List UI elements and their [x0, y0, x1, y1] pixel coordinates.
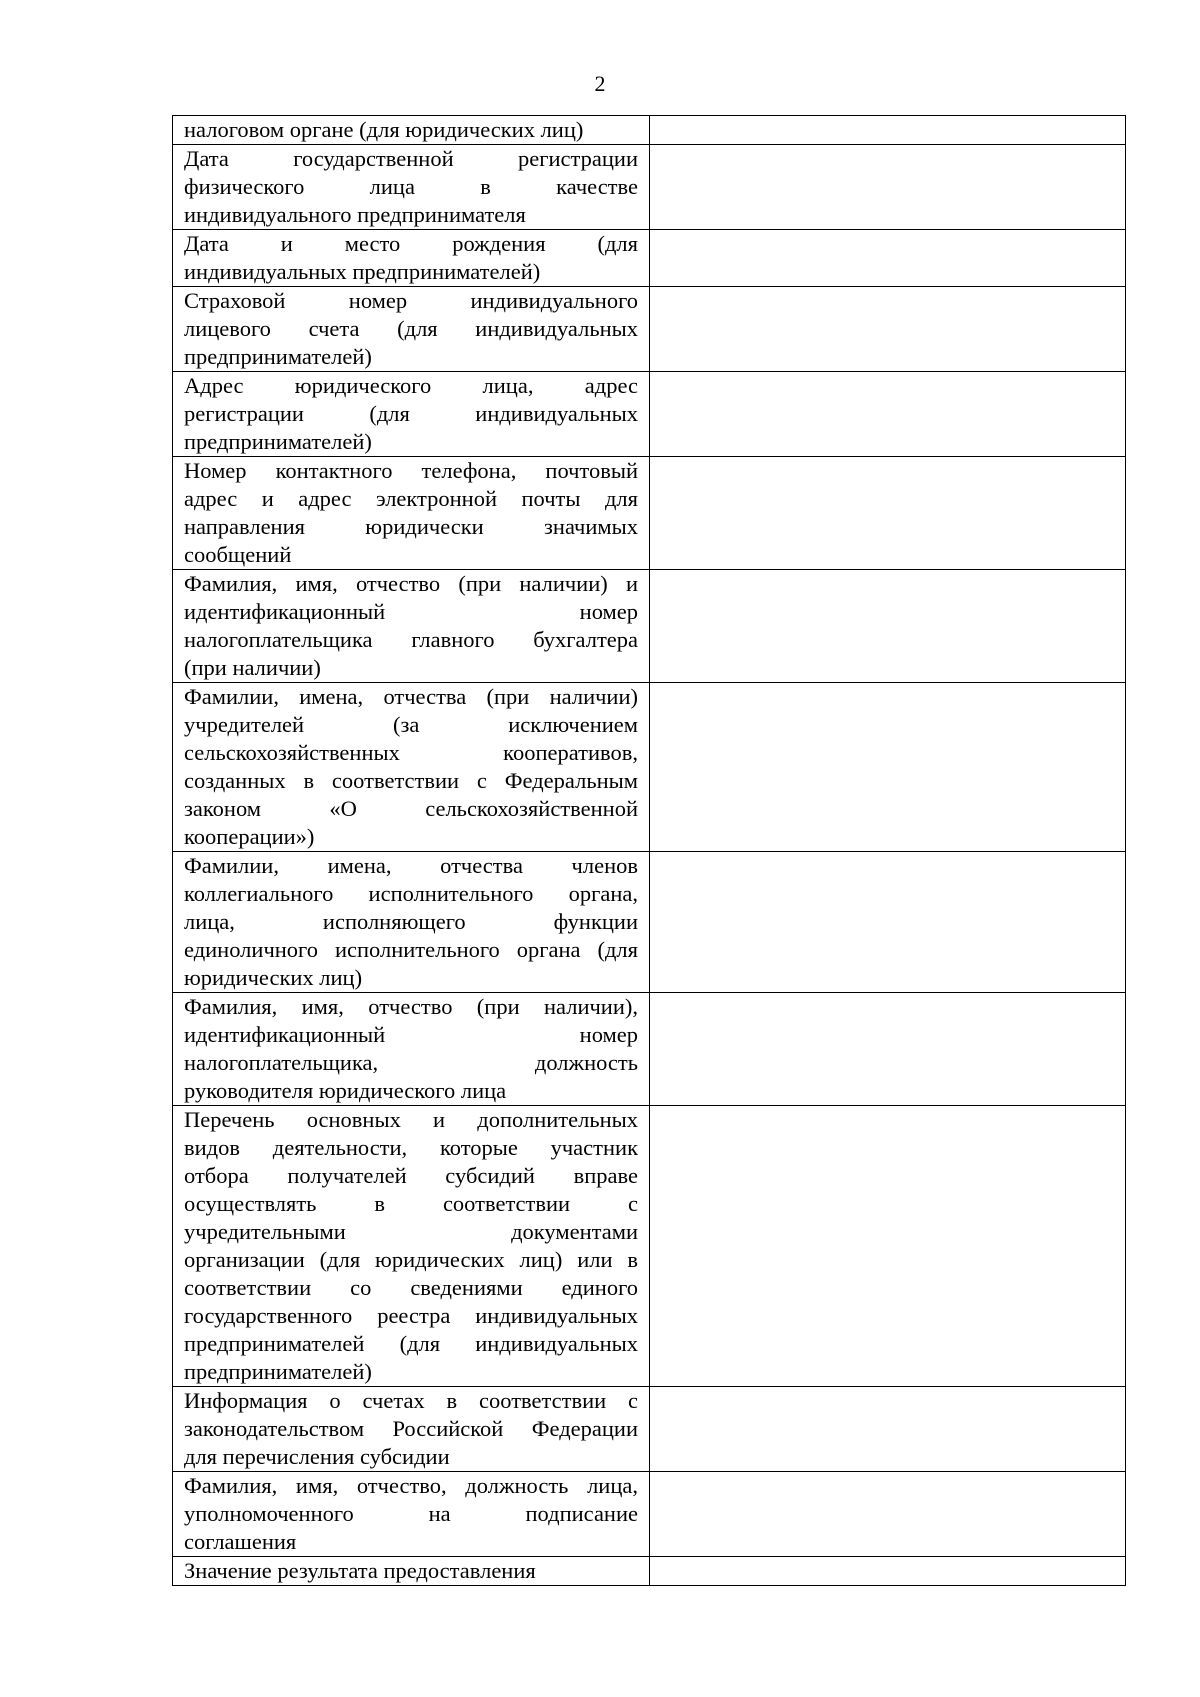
table-row — [173, 145, 1126, 230]
field-label — [173, 372, 649, 456]
field-label-line: соглашения — [184, 1529, 297, 1554]
field-label-line: кооперации») — [184, 824, 315, 849]
field-label-cell — [173, 145, 650, 230]
field-label-line: Значение результата предоставления — [184, 1558, 536, 1583]
field-label-line: руководителя юридического лица — [184, 1078, 507, 1103]
field-label-line: сельскохозяйственных кооперативов, — [184, 740, 638, 765]
field-label-line: законом «О сельскохозяйственной — [184, 796, 638, 821]
field-value-cell[interactable] — [650, 852, 1126, 993]
field-label-line: видов деятельности, которые участник — [184, 1135, 638, 1160]
table-row — [173, 993, 1126, 1106]
field-label-line: адрес и адрес электронной почты для — [184, 486, 638, 511]
field-value-cell[interactable] — [650, 287, 1126, 372]
table-body — [173, 116, 1126, 1586]
field-label — [173, 287, 649, 371]
field-label-line: Фамилия, имя, отчество (при наличии), — [184, 994, 638, 1019]
field-label-cell — [173, 230, 650, 287]
field-label — [173, 116, 649, 144]
field-label-line: идентификационный номер — [184, 1022, 638, 1047]
field-value-cell[interactable] — [650, 1557, 1126, 1586]
field-label — [173, 1106, 649, 1386]
field-label-line: Фамилия, имя, отчество (при наличии) и — [184, 571, 638, 596]
field-label — [173, 230, 649, 286]
field-label-line: предпринимателей) — [184, 429, 372, 454]
field-value-cell[interactable] — [650, 372, 1126, 457]
table-row — [173, 457, 1126, 570]
table-row — [173, 1387, 1126, 1472]
field-label-cell — [173, 1472, 650, 1557]
field-label — [173, 457, 649, 569]
field-label-line: коллегиального исполнительного органа, — [184, 881, 638, 906]
field-value-cell[interactable] — [650, 230, 1126, 287]
table-row — [173, 683, 1126, 852]
table-row — [173, 116, 1126, 145]
field-label-line: (при наличии) — [184, 655, 321, 680]
field-label-line: сообщений — [184, 542, 292, 567]
table-row — [173, 372, 1126, 457]
field-label-line: налогоплательщика главного бухгалтера — [184, 627, 638, 652]
field-value-cell[interactable] — [650, 116, 1126, 145]
field-label-cell — [173, 1106, 650, 1387]
field-value-cell[interactable] — [650, 145, 1126, 230]
field-value-cell[interactable] — [650, 1472, 1126, 1557]
field-label-line: индивидуального предпринимателя — [184, 202, 526, 227]
field-label-line: Дата государственной регистрации — [184, 146, 638, 171]
field-label — [173, 570, 649, 682]
field-label-line: для перечисления субсидии — [184, 1444, 450, 1469]
field-label-cell — [173, 1557, 650, 1586]
field-label-line: единоличного исполнительного органа (для — [184, 937, 638, 962]
field-label-line: предпринимателей) — [184, 1359, 372, 1384]
field-label — [173, 1557, 649, 1585]
field-label-line: Фамилия, имя, отчество, должность лица, — [184, 1473, 638, 1498]
field-label-line: лица, исполняющего функции — [184, 909, 638, 934]
table-row — [173, 570, 1126, 683]
field-label-line: Дата и место рождения (для — [184, 231, 638, 256]
field-label-line: отбора получателей субсидий вправе — [184, 1163, 638, 1188]
field-label-line: регистрации (для индивидуальных — [184, 401, 638, 426]
table-row — [173, 1557, 1126, 1586]
field-label-cell — [173, 683, 650, 852]
field-label-line: осуществлять в соответствии с — [184, 1191, 638, 1216]
field-label-line: организации (для юридических лиц) или в — [184, 1247, 638, 1272]
field-label-line: Адрес юридического лица, адрес — [184, 373, 638, 398]
table-row — [173, 230, 1126, 287]
field-label-line: Информация о счетах в соответствии с — [184, 1388, 638, 1413]
field-label-line: налоговом органе (для юридических лиц) — [184, 117, 584, 142]
field-value-cell[interactable] — [650, 683, 1126, 852]
field-label — [173, 993, 649, 1105]
field-label-cell — [173, 1387, 650, 1472]
field-label-cell — [173, 993, 650, 1106]
field-label-line: Страховой номер индивидуального — [184, 288, 638, 313]
field-label-cell — [173, 287, 650, 372]
table-row — [173, 1106, 1126, 1387]
field-label — [173, 852, 649, 992]
field-label-line: идентификационный номер — [184, 599, 638, 624]
field-label-line: законодательством Российской Федерации — [184, 1416, 638, 1441]
field-label-line: Номер контактного телефона, почтовый — [184, 458, 638, 483]
field-label-line: государственного реестра индивидуальных — [184, 1303, 638, 1328]
field-label — [173, 1387, 649, 1471]
field-label-line: юридических лиц) — [184, 965, 363, 990]
field-label — [173, 145, 649, 229]
field-label-line: Фамилии, имена, отчества (при наличии) — [184, 684, 638, 709]
form-table — [172, 115, 1126, 1586]
field-label-line: физического лица в качестве — [184, 174, 638, 199]
field-label-cell — [173, 570, 650, 683]
field-label-line: Перечень основных и дополнительных — [184, 1107, 638, 1132]
field-value-cell[interactable] — [650, 1387, 1126, 1472]
field-label-line: созданных в соответствии с Федеральным — [184, 768, 638, 793]
field-label — [173, 683, 649, 851]
field-label-line: Фамилии, имена, отчества членов — [184, 853, 638, 878]
field-value-cell[interactable] — [650, 1106, 1126, 1387]
field-label-line: направления юридически значимых — [184, 514, 638, 539]
field-label-line: предпринимателей (для индивидуальных — [184, 1331, 638, 1356]
field-label-line: соответствии со сведениями единого — [184, 1275, 638, 1300]
field-label-line: лицевого счета (для индивидуальных — [184, 316, 638, 341]
field-value-cell[interactable] — [650, 570, 1126, 683]
field-label-cell — [173, 457, 650, 570]
table-row — [173, 852, 1126, 993]
field-value-cell[interactable] — [650, 457, 1126, 570]
field-label-cell — [173, 372, 650, 457]
field-label — [173, 1472, 649, 1556]
field-value-cell[interactable] — [650, 993, 1126, 1106]
page-number: 2 — [594, 71, 606, 96]
field-label-cell — [173, 116, 650, 145]
field-label-cell — [173, 852, 650, 993]
field-label-line: учредительными документами — [184, 1219, 638, 1244]
field-label-line: уполномоченного на подписание — [184, 1501, 638, 1526]
field-label-line: индивидуальных предпринимателей) — [184, 259, 541, 284]
table-row — [173, 287, 1126, 372]
field-label-line: предпринимателей) — [184, 344, 372, 369]
field-label-line: учредителей (за исключением — [184, 712, 638, 737]
field-label-line: налогоплательщика, должность — [184, 1050, 638, 1075]
table-row — [173, 1472, 1126, 1557]
